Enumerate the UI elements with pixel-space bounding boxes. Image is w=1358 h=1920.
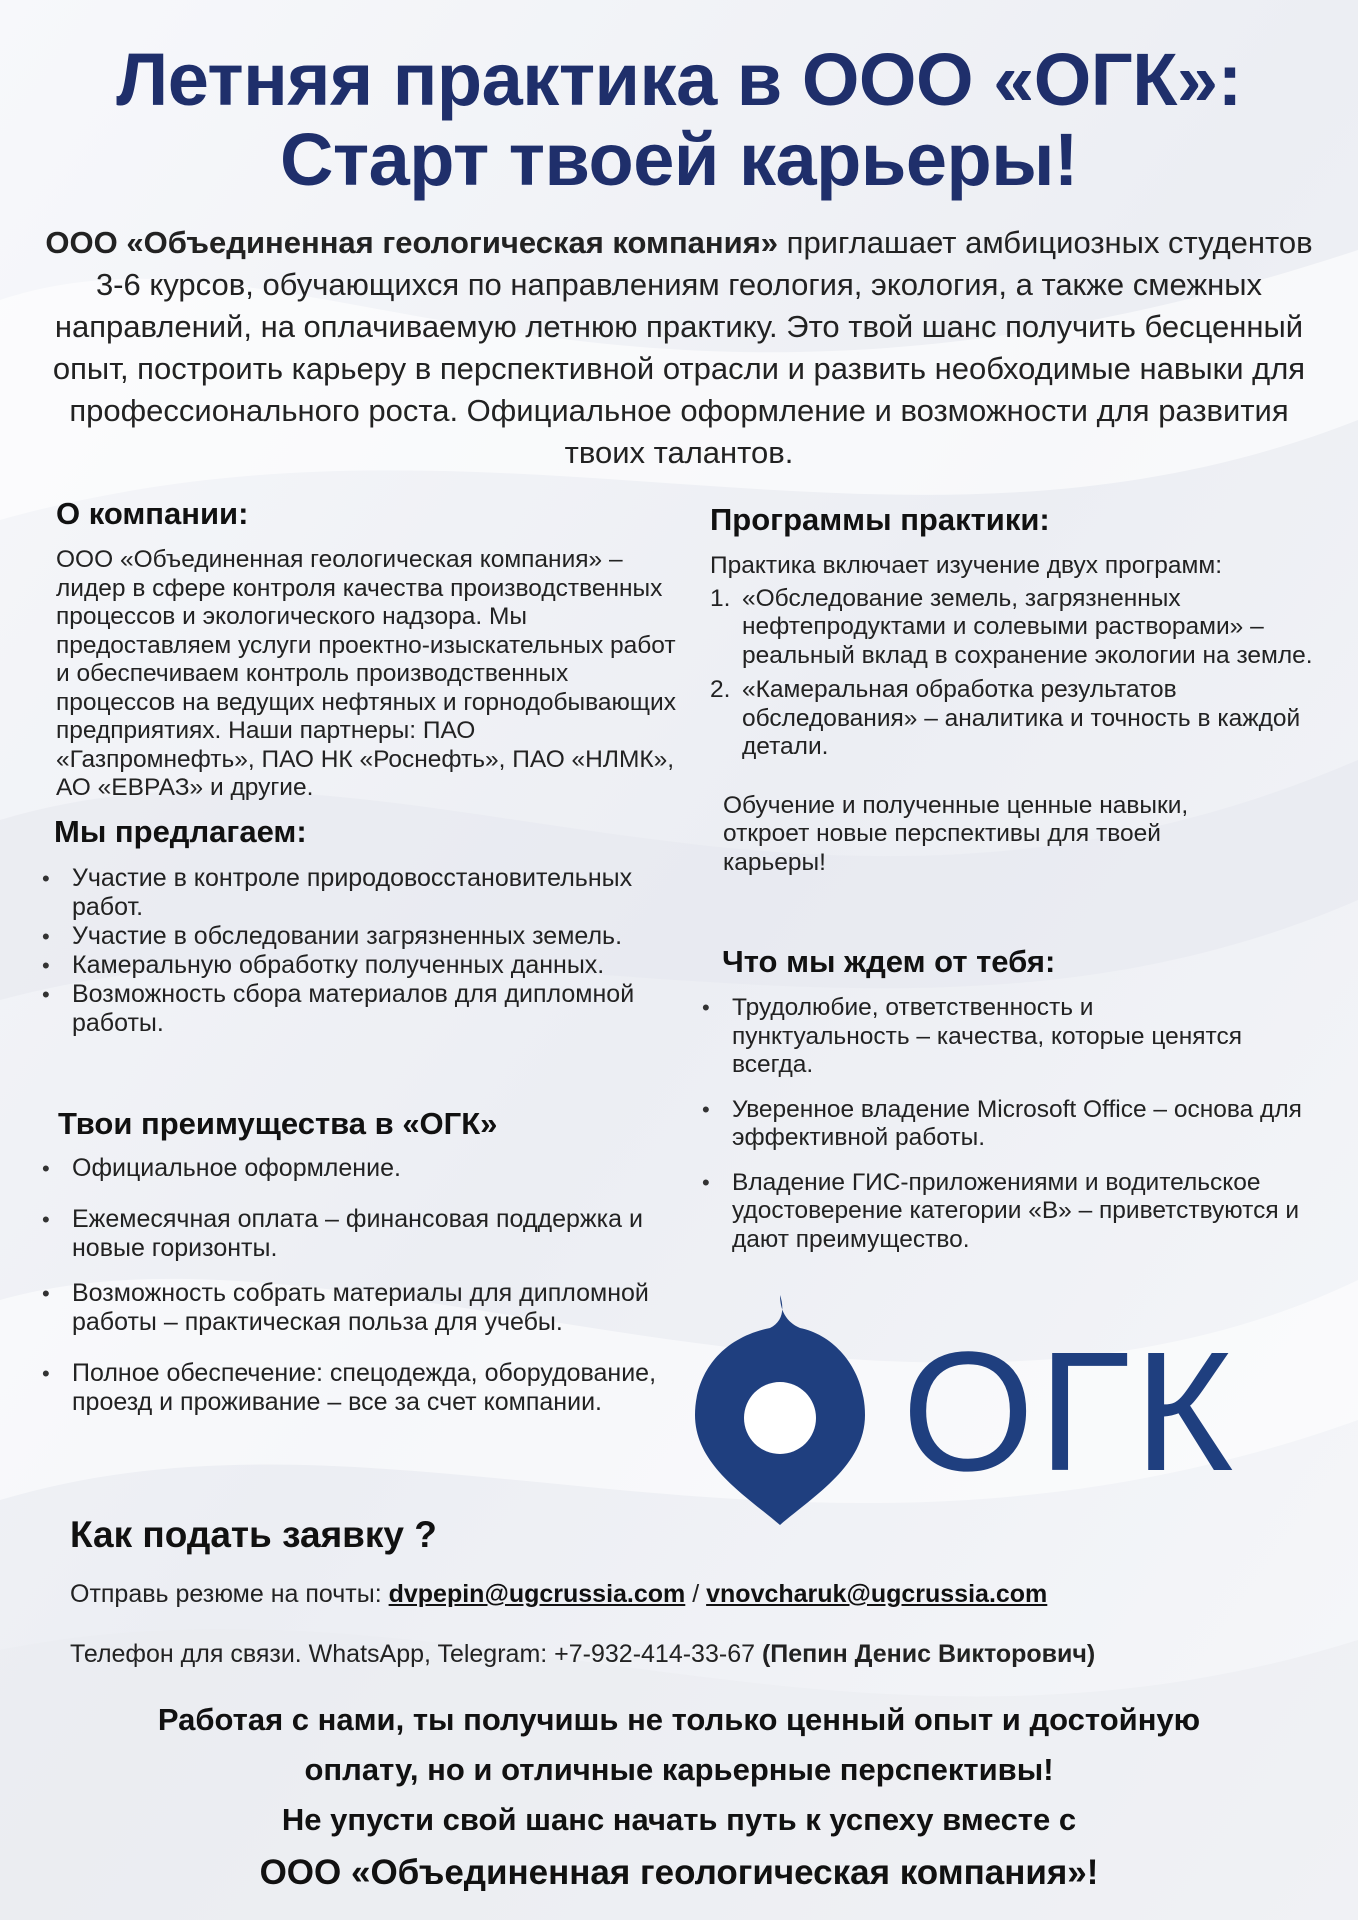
email-separator: /	[685, 1580, 707, 1608]
phone-text: Телефон для связи. WhatsApp, Telegram: +7-932-414-33-67	[70, 1640, 762, 1668]
program-text: «Обследование земель, загрязненных нефтепродуктами и солевыми растворами» – реальный вклад в сохранение экологии на земле.	[742, 584, 1313, 669]
page-title-line1: Летняя практика в ООО «ОГК»:	[116, 38, 1242, 121]
offer-item: • Участие в обследовании загрязненных земель.	[40, 922, 694, 951]
expect-heading: Что мы ждем от тебя:	[722, 944, 1056, 979]
expect-item: • Владение ГИС-приложениями и водительское удостоверение категории «В» – приветствуются и дают преимущество.	[700, 1169, 1332, 1255]
offer-item: • Камеральную обработку полученных данных.	[40, 951, 694, 980]
logo-text: ОГК	[902, 1317, 1238, 1507]
offer-item: • Участие в контроле природовосстановительных работ.	[40, 864, 694, 922]
offer-heading: Мы предлагаем:	[54, 814, 307, 849]
about-section	[56, 496, 676, 803]
email-link-novcharuk[interactable]: vnovcharuk@ugcrussia.com	[706, 1580, 1048, 1608]
benefit-item: • Ежемесячная оплата – финансовая поддержка и новые горизонты.	[40, 1205, 678, 1263]
page-title-line2: Старт твоей карьеры!	[279, 118, 1079, 201]
expect-item: • Трудолюбие, ответственность и пунктуальность – качества, которые ценятся всегда.	[700, 994, 1252, 1080]
offer-item: • Возможность сбора материалов для дипломной работы.	[40, 980, 694, 1038]
expect-list	[700, 994, 1332, 1254]
apply-phone	[70, 1640, 1095, 1669]
benefits-heading: Твои преимущества в «ОГК»	[58, 1106, 498, 1141]
closing-line: Не упусти свой шанс начать путь к успеху вместе с	[281, 1802, 1077, 1837]
offer-section	[54, 814, 694, 1038]
apply-heading: Как подать заявку ?	[70, 1514, 437, 1555]
closing-company-line: ООО «Объединенная геологическая компания»!	[259, 1853, 1099, 1892]
email-link-pepin[interactable]: dvpepin@ugcrussia.com	[388, 1580, 686, 1608]
expect-section	[722, 944, 1332, 1254]
expect-item: • Уверенное владение Microsoft Office – основа для эффективной работы.	[700, 1096, 1332, 1153]
program-item	[710, 585, 1320, 671]
programs-list	[710, 585, 1320, 762]
closing-text	[0, 1695, 1358, 1901]
benefit-item: • Официальное оформление.	[40, 1154, 678, 1183]
program-number: 1.	[710, 584, 731, 612]
email-prefix: Отправь резюме на почты:	[70, 1580, 389, 1608]
about-heading: О компании:	[56, 496, 249, 531]
intro-company-name: ООО «Объединенная геологическая компания»	[45, 225, 779, 260]
closing-line: Работая с нами, ты получишь не только ценный опыт и достойную	[157, 1702, 1201, 1737]
intro-text: приглашает амбициозных студентов 3-6 курсов, обучающихся по направлениям геология, экология, а также смежных направлений, на оплачиваемую летнюю практику. Это твой шанс получить бесценный опыт, построить карьеру в перспективной отрасли и развить необходимые навыки для профессионального роста. Официальное оформление и возможности для развития твоих талантов.	[52, 225, 1313, 470]
intro-paragraph	[40, 222, 1318, 474]
program-text: «Камеральная обработка результатов обследования» – аналитика и точность в каждой детали.	[742, 676, 1301, 760]
programs-outro: Обучение и полученные ценные навыки, откроет новые перспективы для твоей карьеры!	[723, 791, 1189, 876]
programs-heading: Программы практики:	[710, 502, 1050, 537]
offer-list	[40, 864, 694, 1038]
programs-section	[710, 502, 1320, 877]
company-logo	[690, 1290, 1330, 1530]
programs-lead: Практика включает изучение двух программ:	[710, 552, 1223, 579]
apply-emails	[70, 1580, 1047, 1609]
benefits-list	[40, 1154, 678, 1417]
benefits-section	[58, 1106, 678, 1417]
benefit-item: • Полное обеспечение: спецодежда, оборудование, проезд и проживание – все за счет компании.	[40, 1359, 678, 1417]
about-text: ООО «Объединенная геологическая компания» – лидер в сфере контроля качества производственных процессов и экологического надзора. Мы предоставляем услуги проектно-изыскательных работ и обеспечиваем контроль производственных процессов на ведущих нефтяных и горнодобывающих предприятиях. Наши партнеры: ПАО «Газпромнефть», ПАО НК «Роснефть», ПАО «НЛМК», АО «ЕВРАЗ» и другие.	[56, 546, 676, 801]
program-item	[710, 676, 1320, 762]
closing-line: оплату, но и отличные карьерные перспективы!	[304, 1752, 1054, 1787]
benefit-item: • Возможность собрать материалы для дипломной работы – практическая польза для учебы.	[40, 1279, 678, 1337]
contact-person: (Пепин Денис Викторович)	[761, 1640, 1096, 1668]
program-number: 2.	[710, 676, 731, 703]
